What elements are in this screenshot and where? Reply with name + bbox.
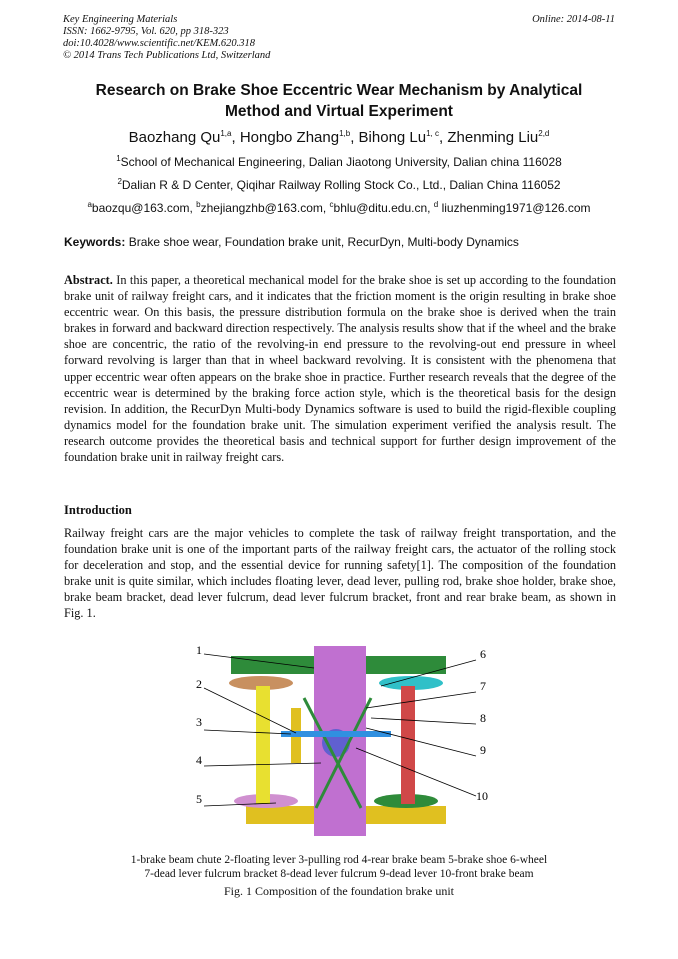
legend-line-1: 1-brake beam chute 2-floating lever 3-pulling rod 4-rear brake beam 5-brake shoe 6-wheel bbox=[130, 854, 548, 866]
callout-4: 4 bbox=[196, 753, 202, 767]
journal-name: Key Engineering Materials bbox=[63, 14, 178, 25]
journal-issn: ISSN: 1662-9795, Vol. 620, pp 318-323 bbox=[63, 26, 229, 37]
email-sup: a bbox=[87, 200, 92, 209]
legend-line-2: 7-dead lever fulcrum bracket 8-dead lever fulcrum 9-dead lever 10-front brake beam bbox=[144, 868, 534, 880]
author: Hongbo Zhang bbox=[239, 129, 340, 146]
abstract bbox=[64, 272, 616, 465]
brake-unit-figure bbox=[186, 638, 501, 848]
email-sup: d bbox=[433, 200, 439, 209]
callout-2: 2 bbox=[196, 677, 202, 691]
author: Bihong Lu bbox=[358, 129, 427, 146]
affiliation-2 bbox=[60, 178, 618, 193]
callout-7: 7 bbox=[480, 679, 486, 693]
callout-1: 1 bbox=[196, 643, 202, 657]
leader-8 bbox=[371, 718, 476, 724]
keywords-label: Keywords: bbox=[64, 235, 126, 249]
paper-title bbox=[60, 80, 618, 122]
aff-text: School of Mechanical Engineering, Dalian Jiaotong University, Dalian china 116028 bbox=[120, 155, 562, 169]
affiliation-1 bbox=[60, 155, 618, 170]
author-sup: 2,d bbox=[538, 129, 550, 138]
callout-3: 3 bbox=[196, 715, 202, 729]
journal-copyright: © 2014 Trans Tech Publications Ltd, Switzerland bbox=[63, 50, 271, 61]
aff-sup: 1 bbox=[116, 154, 121, 163]
figure-caption: Fig. 1 Composition of the foundation brake unit bbox=[224, 884, 454, 898]
abstract-text: In this paper, a theoretical mechanical model for the brake shoe is set up according to the foundation brake unit of railway freight cars, and it indicates that the friction moment is the origin resulting in brake shoe eccentric wear. On this basis, the pressure distribution formula on the brake shoe is derived when the train brakes in forward and backward direction respectively. The analysis results show that if the wheel and the brake shoe are concentric, the ratio of the revolving-in end pressure to the revolving-out end pressure in wheel forward revolving is larger than that in wheel backward revolving. It is consistent with the phenomena that upper eccentric wear often appears on the brake shoe in practice. Further research reveals that the degree of the eccentric wear is determined by the braking force action style, which is the theoretical basis for the design revision. In addition, the RecurDyn Multi-body Dynamics software is used to build the rigid-flexible coupling dynamics model for the foundation brake unit. The simulation experiment verified the analysis result. The research outcome provides the theoretical basis and technical support for further design improvement of the foundation brake unit in railway freight cars. bbox=[64, 273, 616, 465]
leader-2 bbox=[204, 688, 296, 733]
author: Zhenming Liu bbox=[447, 129, 539, 146]
keywords-text: Brake shoe wear, Foundation brake unit, RecurDyn, Multi-body Dynamics bbox=[128, 235, 519, 249]
leader-3 bbox=[204, 730, 291, 734]
right-axle bbox=[401, 686, 415, 804]
journal-doi: doi:10.4028/www.scientific.net/KEM.620.318 bbox=[63, 38, 255, 49]
title-line-1: Research on Brake Shoe Eccentric Wear Mechanism by Analytical bbox=[95, 82, 583, 99]
author-sup: 1,b bbox=[339, 129, 351, 138]
left-axle bbox=[256, 686, 270, 804]
keywords bbox=[64, 235, 616, 249]
callout-8: 8 bbox=[480, 711, 486, 725]
author-list: Baozhang Qu$^{1,a}$, Hongbo Zhang$^{1,b}$, Bihong Lu$^{1, c}$, Zhenming Liu$^{2,d}$ bbox=[128, 129, 550, 146]
abstract-label: Abstract. bbox=[64, 273, 113, 287]
author-sup: 1, c bbox=[426, 129, 440, 138]
email: bhlu@ditu.edu.cn, bbox=[333, 201, 434, 215]
callout-5: 5 bbox=[196, 792, 202, 806]
leader-10 bbox=[356, 748, 476, 796]
online-date: Online: 2014-08-11 bbox=[532, 14, 615, 25]
pulling-rod bbox=[281, 731, 391, 737]
callout-10: 10 bbox=[476, 789, 488, 803]
aff-text: Dalian R & D Center, Qiqihar Railway Rolling Stock Co., Ltd., Dalian China 116052 bbox=[121, 178, 561, 192]
email: baozqu@163.com, bbox=[91, 201, 197, 215]
author: Baozhang Qu bbox=[128, 129, 221, 146]
aff-sup: 2 bbox=[117, 177, 122, 186]
callout-9: 9 bbox=[480, 743, 486, 757]
email-list bbox=[60, 201, 618, 216]
intro-paragraph: Railway freight cars are the major vehicles to complete the task of railway freight transportation, and the foundation brake unit is one of the important parts of the railway freight cars, the actuator of the rolling stock for deceleration and stop, and the essential device for running safety[1]. The composition of the foundation brake unit is quite similar, which includes floating lever, dead lever, pulling rod, brake shoe holder, brake shoe, brake beam bracket, dead lever fulcrum, dead lever fulcrum bracket, front and rear brake beam, as shown in Fig. 1. bbox=[64, 526, 616, 621]
figure-legend bbox=[60, 853, 618, 881]
email: liuzhenming1971@126.com bbox=[438, 201, 591, 215]
email: zhejiangzhb@163.com, bbox=[200, 201, 330, 215]
email-sup: c bbox=[329, 200, 334, 209]
email-sup: b bbox=[196, 200, 201, 209]
section-heading: Introduction bbox=[64, 503, 132, 517]
leader-9 bbox=[366, 728, 476, 756]
callout-6: 6 bbox=[480, 647, 486, 661]
author-sup: 1,a bbox=[220, 129, 232, 138]
leader-7 bbox=[366, 692, 476, 708]
journal-header bbox=[63, 14, 615, 62]
title-line-2: Method and Virtual Experiment bbox=[225, 103, 453, 120]
